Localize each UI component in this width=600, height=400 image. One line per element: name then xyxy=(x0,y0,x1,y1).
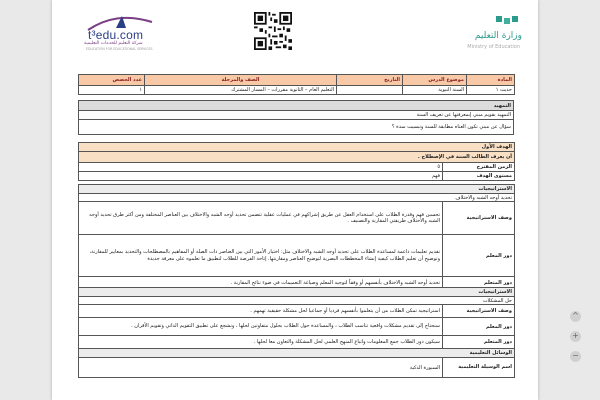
intro-title: التمهيد xyxy=(79,101,514,111)
logo-tagline: شركة التعليم للخدمات التعليمية xyxy=(84,41,143,46)
strategies-1-desc-label: وصف الاستراتيجية xyxy=(443,202,515,235)
ministry-logo xyxy=(394,14,522,54)
info-topic-value: السنة النبوية xyxy=(403,86,467,95)
goal-title: الهدف الأول xyxy=(79,143,515,152)
plus-icon: + xyxy=(572,331,579,340)
document-page xyxy=(52,0,538,400)
goal-section xyxy=(78,142,515,181)
strategies-1-teacher: تقديم تعليمات داعمة لمساعدة الطلاب على تحديد أوجه الشبه والاختلاف مثل: اختيار الأمور التي بين العناصر ذات الصلة أو المفاهيم بالمصطلحات والتحديد بمعايير للمقارنة، وتوضيح أن تعليم الطلاب كيفية إنشاء المخططات البصرية لتوضيح العناصر ومقارنتها. إتاحة الفرصة للطلاب لتطبيق ما تعلموه على معرفة جديدة xyxy=(79,235,443,277)
goal-time-label: الزمن المقترح xyxy=(443,163,515,172)
strategies-2-desc-label: وصف الاستراتيجية xyxy=(443,305,515,318)
info-header-subject: المادة xyxy=(467,75,515,86)
strategies-1-subtitle: تحديد أوجه الشبه والاختلاف xyxy=(79,194,515,202)
resources-title: الوسائل التعليمية xyxy=(79,349,515,358)
info-header-periods: عدد الحصص xyxy=(79,75,145,86)
info-header-grade: الصف والمرحلة xyxy=(145,75,337,86)
strategies-1-teacher-label: دور المعلم xyxy=(443,235,515,277)
strategies-section-1 xyxy=(78,184,515,290)
resources-label: اسم الوسيلة التعليمية xyxy=(443,358,515,378)
strategies-1-title: الاستراتيجيات xyxy=(79,185,515,194)
ministry-name-en: Ministry of Education xyxy=(467,44,520,50)
info-header-row xyxy=(79,75,515,86)
intro-line-1: التمهيد بقويم مبني إبمعرفتها عن تعريف السنة xyxy=(79,111,514,120)
chevron-up-icon: ^ xyxy=(572,311,579,320)
info-subject-value: حديث ١ xyxy=(467,86,515,95)
goal-text: أن يعرف الطالب السنة في الإصطلاح . xyxy=(79,152,515,163)
strategies-1-desc: تحسين فهم وقدرة الطلاب على استخدام العقل عن طريق إشراكهم في عمليات عقلية تتضمن تحديد أوجه الشبه والاختلاف بين العناصر المختلفة ومن أكثر طرق تحديد أوجه الشبه والاختلاف طريقتي المقارنة والتصنيف . xyxy=(79,202,443,235)
strategies-2-desc: استراتيجية تمكن الطلاب من أن يتعلموا بأنفسهم فرديا أو جماعيا لحل مشكلة حقيقية تهمهم . xyxy=(79,305,443,318)
strategies-2-teacher: سنحتاج إلى تقديم مشكلات واقعية تناسب الطلاب ، والمساعدة حول الطلاب بحلول متفاوتين لحلها ، ونشجع على تطبيق التقويم الذاتي وتقويم الأقران . xyxy=(79,318,443,336)
strategies-2-teacher-label: دور المعلم xyxy=(443,318,515,336)
strategies-2-learner-label: دور المتعلم xyxy=(443,336,515,349)
lesson-info-table xyxy=(78,74,515,95)
qr-code-icon xyxy=(254,12,292,50)
ministry-emblem-icon xyxy=(494,14,520,30)
strategies-2-subtitle: حل المشكلات xyxy=(79,297,515,305)
resources-section xyxy=(78,348,515,378)
strategies-section-2 xyxy=(78,287,515,349)
ministry-name: وزارة التعليم xyxy=(474,31,522,41)
zoom-out-button[interactable] xyxy=(570,351,581,362)
minus-icon: − xyxy=(572,351,579,360)
info-header-topic: موضوع الدرس xyxy=(403,75,467,86)
zoom-in-button[interactable] xyxy=(570,331,581,342)
strategies-2-learner: سيكون دور الطلاب جمع المعلومات واتباع المنهج العلمي لحل المشكلة والتعاون معا لحلها . xyxy=(79,336,443,349)
logo-tagline-en: EDUCATION FOR EDUCATIONAL SERVICES xyxy=(86,47,153,51)
intro-line-2: سؤال عن مبني تكون العناه مطابقة للسنة وتبسيت سدة ؟ xyxy=(79,120,514,135)
strategies-1-learner-label: دور المتعلم xyxy=(443,277,515,290)
scroll-up-button[interactable] xyxy=(570,311,581,322)
strategies-2-title: الاستراتيجيات xyxy=(79,288,515,297)
logo-brand: t³edu.com xyxy=(88,28,144,42)
goal-time-value: ٥ xyxy=(79,163,443,172)
viewer-controls xyxy=(570,311,584,371)
info-value-row xyxy=(79,86,515,95)
resources-value: السبورة الذكية xyxy=(79,358,443,378)
company-logo xyxy=(68,14,184,52)
info-grade-value: التعليم العام – الثانوية مقررات – المسار المشترك xyxy=(145,86,337,95)
info-periods-value: ١ xyxy=(79,86,145,95)
info-header-date: التاريخ xyxy=(337,75,403,86)
goal-level-value: فهم xyxy=(79,172,443,181)
goal-level-label: مستوى الهدف xyxy=(443,172,515,181)
info-date-value xyxy=(337,86,403,95)
strategies-1-learner: تحديد أوجه الشبه والاختلاف بأنفسهم أو وفقاً لتوجيه المعلم وصياغة التعميمات في ضوء نتائج المقارنة . xyxy=(79,277,443,290)
intro-section xyxy=(78,100,514,135)
